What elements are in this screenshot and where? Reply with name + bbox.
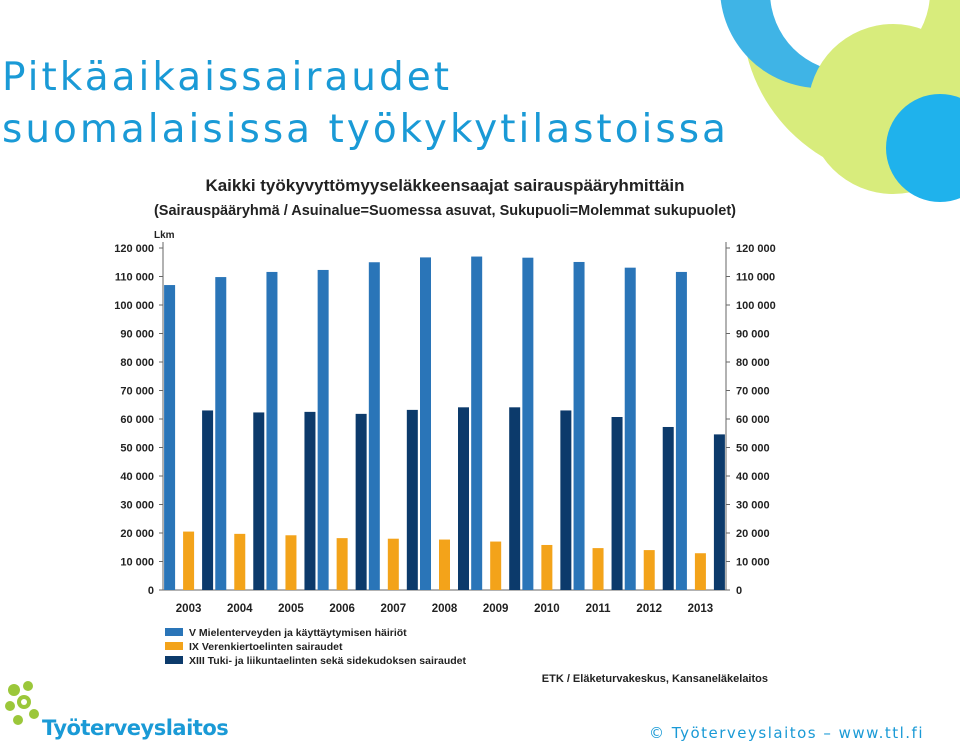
legend-swatch-0 [165,628,183,636]
bar-series-1-2006 [337,538,348,590]
bar-series-1-2013 [695,553,706,590]
bar-series-0-2013 [676,272,687,590]
bar-series-2-2011 [612,417,623,590]
bar-series-1-2005 [285,535,296,590]
y-tick-label-left: 60 000 [120,414,154,426]
x-tick-label: 2003 [175,603,202,615]
y-tick-label-left: 30 000 [120,499,154,512]
x-tick-label: 2004 [226,603,253,615]
bar-series-1-2003 [183,532,194,590]
bar-series-0-2010 [522,258,533,590]
x-tick-label: 2007 [380,603,407,615]
y-tick-label-left: 80 000 [120,357,154,369]
y-tick-label-left: 40 000 [120,471,154,483]
y-tick-label-right: 0 [736,585,743,597]
x-tick-label: 2013 [687,603,714,615]
bar-series-2-2009 [509,407,520,590]
x-axis-ticks [176,603,713,615]
y-tick-label-right: 10 000 [736,556,770,569]
y-tick-label-left: 50 000 [120,442,154,455]
y-tick-label-right: 30 000 [736,499,770,512]
bar-series-2-2007 [407,410,418,590]
bar-series-0-2009 [471,257,482,590]
logo-text: Työterveyslaitos [42,716,229,740]
x-tick-label: 2008 [431,603,458,615]
y-tick-label-right: 40 000 [736,471,770,483]
bar-series-1-2007 [388,539,399,590]
bar-series-2-2006 [356,414,367,590]
bar-series-0-2003 [164,285,175,590]
bar-series-1-2010 [541,545,552,590]
x-tick-label: 2010 [534,603,560,615]
y-tick-label-left: 70 000 [120,385,154,398]
y-tick-label-right: 70 000 [736,385,770,398]
bar-series-0-2008 [420,257,431,590]
y-tick-label-right: 80 000 [736,357,770,369]
legend-swatch-2 [165,656,183,664]
chart-subtitle: (Sairauspääryhmä / Asuinalue=Suomessa asuvat, Sukupuoli=Molemmat sukupuolet) [153,203,737,219]
legend-label-1: IX Verenkiertoelinten sairaudet [189,641,343,653]
bar-series-0-2012 [625,268,636,590]
bar-series-1-2009 [490,542,501,590]
y-axis-label: Lkm [154,230,175,241]
y-tick-label-right: 90 000 [736,328,770,341]
y-tick-label-left: 110 000 [114,271,154,284]
y-tick-label-right: 120 000 [736,243,776,255]
legend-label-0: V Mielenterveyden ja käyttäytymisen häiriöt [189,627,407,639]
chart-bars [164,257,725,590]
y-tick-label-right: 20 000 [736,528,770,540]
bar-series-2-2004 [253,412,264,590]
y-tick-label-right: 60 000 [736,414,770,426]
y-tick-label-left: 100 000 [114,300,154,312]
y-tick-label-left: 20 000 [120,528,154,540]
y-tick-label-left: 120 000 [114,243,154,255]
y-tick-label-right: 50 000 [736,442,770,455]
x-tick-label: 2005 [278,603,304,615]
x-tick-label: 2012 [636,603,663,615]
bar-series-1-2011 [593,548,604,590]
bar-series-0-2006 [318,270,329,590]
x-tick-label: 2011 [585,603,611,615]
company-logo [4,680,229,746]
bar-series-1-2012 [644,550,655,590]
bar-series-0-2005 [266,272,277,590]
bar-series-1-2008 [439,540,450,590]
footer-copyright: © Työterveyslaitos – www.ttl.fi [648,724,924,742]
legend-swatch-1 [165,642,183,650]
chart-legend [165,627,466,667]
x-tick-label: 2009 [482,603,509,615]
y-tick-label-left: 90 000 [120,328,154,341]
bar-series-2-2013 [714,434,725,590]
y-tick-label-right: 110 000 [736,271,776,284]
slide-title: Pitkäaikaissairaudet suomalaisissa työkykytilastoissa [2,55,729,152]
legend-label-2: XIII Tuki- ja liikuntaelinten sekä sidekudoksen sairaudet [189,655,466,667]
chart-source: ETK / Eläketurvakeskus, Kansaneläkelaitos [541,673,768,685]
bar-series-1-2004 [234,534,245,590]
bar-series-0-2007 [369,262,380,590]
bar-series-2-2003 [202,410,213,590]
bar-series-0-2004 [215,277,226,590]
y-tick-label-left: 10 000 [120,556,154,569]
bar-series-2-2010 [560,410,571,590]
y-tick-label-left: 0 [147,585,154,597]
chart-title: Kaikki työkyvyttömyyseläkkeensaajat sairauspääryhmittäin [205,176,685,195]
x-tick-label: 2006 [329,603,355,615]
bar-series-2-2012 [663,427,674,590]
bar-series-2-2005 [304,412,315,590]
y-tick-label-right: 100 000 [736,300,776,312]
bar-series-0-2011 [574,262,585,590]
bar-series-2-2008 [458,407,469,590]
